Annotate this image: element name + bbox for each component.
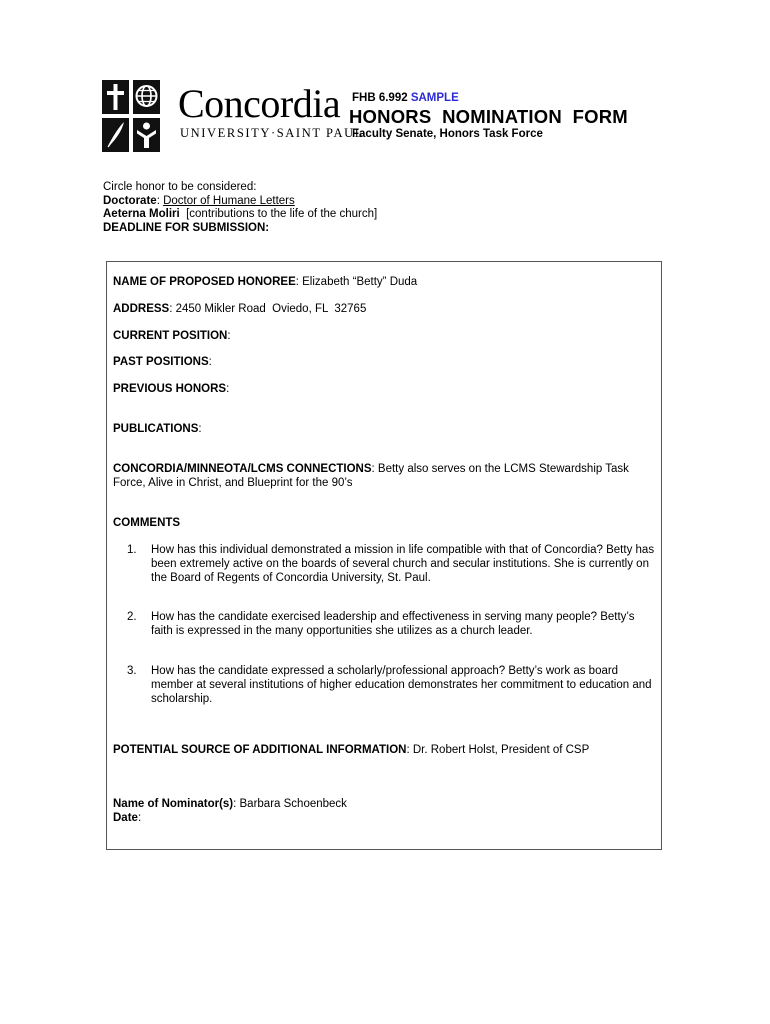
- honoree-value: : Elizabeth “Betty” Duda: [295, 276, 418, 288]
- comment-number: 2.: [127, 611, 137, 623]
- current-position-field: [113, 329, 231, 343]
- date-label: Date: [113, 812, 138, 824]
- aeterna-value: [contributions to the life of the church]: [179, 208, 378, 220]
- form-number: FHB 6.992: [352, 92, 408, 104]
- additional-info-label: POTENTIAL SOURCE OF ADDITIONAL INFORMATION: [113, 744, 407, 756]
- comment-text: How has the candidate exercised leadership and effectiveness in serving many people? Betty’s faith is expressed in the many opportunities she utilizes as a church leader.: [151, 611, 635, 637]
- form-code: [352, 92, 459, 104]
- comment-number: 1.: [127, 544, 137, 556]
- comment-text: How has this individual demonstrated a mission in life compatible with that of Concordia? Betty has been extremely active on the boards of several church and secular institutions. She is currently on the Board of Regents of Concordia University, St. Paul.: [151, 544, 655, 584]
- past-positions-field: [113, 355, 212, 369]
- deadline-label: DEADLINE FOR SUBMISSION:: [103, 221, 270, 234]
- concordia-wordmark: Concordia: [178, 81, 341, 126]
- nominator-value: : Barbara Schoenbeck: [233, 798, 347, 810]
- publications-label: PUBLICATIONS: [113, 423, 199, 435]
- doctorate-value: Doctor of Humane Letters: [163, 194, 295, 207]
- connections-field: [113, 462, 633, 490]
- date-value: :: [137, 812, 142, 824]
- comment-number: 3.: [127, 665, 137, 677]
- publications-field: [113, 422, 202, 436]
- past-positions-value: :: [208, 356, 212, 368]
- comment-text: How has the candidate expressed a scholarly/professional approach? Betty’s work as board member at several institutions of higher education demonstrates her commitment to education and scholarship.: [151, 665, 652, 705]
- nominator-label: Name of Nominator(s): [113, 798, 234, 810]
- additional-info-field: [113, 743, 589, 757]
- comment-item-2: [127, 610, 657, 638]
- instructions-block: [103, 181, 377, 235]
- connections-label: CONCORDIA/MINNEOTA/LCMS CONNECTIONS: [113, 463, 372, 475]
- address-field: [113, 302, 366, 316]
- doctorate-line: Doctorate: Doctor of Humane Letters: [103, 194, 295, 207]
- comment-item-1: [127, 543, 657, 585]
- concordia-logo-icon: [102, 80, 160, 152]
- comments-label: COMMENTS: [113, 517, 181, 529]
- comment-item-3: [127, 664, 657, 706]
- university-subtitle: UNIVERSITY·SAINT PAUL: [180, 126, 364, 140]
- circle-prompt: Circle honor to be considered:: [103, 181, 257, 193]
- additional-info-value: : Dr. Robert Holst, President of CSP: [406, 744, 590, 756]
- doctorate-label: Doctorate: [103, 194, 157, 207]
- sample-label: SAMPLE: [410, 92, 459, 104]
- current-position-label: CURRENT POSITION: [113, 330, 228, 342]
- previous-honors-value: :: [226, 383, 230, 395]
- connections-value: : Betty also serves on the LCMS Stewardship Task Force, Alive in Christ, and Blueprint for the 90’s: [113, 463, 629, 489]
- publications-value: :: [198, 423, 202, 435]
- form-subtitle: Faculty Senate, Honors Task Force: [352, 128, 543, 140]
- previous-honors-field: [113, 382, 229, 396]
- form-title: HONORS NOMINATION FORM: [349, 106, 628, 127]
- date-field: [113, 811, 141, 825]
- past-positions-label: PAST POSITIONS: [113, 356, 209, 368]
- aeterna-label: Aeterna Moliri: [103, 208, 180, 220]
- nominator-field: [113, 797, 347, 811]
- previous-honors-label: PREVIOUS HONORS: [113, 383, 227, 395]
- honoree-field: [113, 275, 417, 289]
- address-label: ADDRESS: [113, 303, 170, 315]
- honoree-label: NAME OF PROPOSED HONOREE: [113, 276, 296, 288]
- aeterna-line: [103, 208, 377, 222]
- address-value: : 2450 Mikler Road Oviedo, FL 32765: [169, 303, 367, 315]
- current-position-value: :: [227, 330, 231, 342]
